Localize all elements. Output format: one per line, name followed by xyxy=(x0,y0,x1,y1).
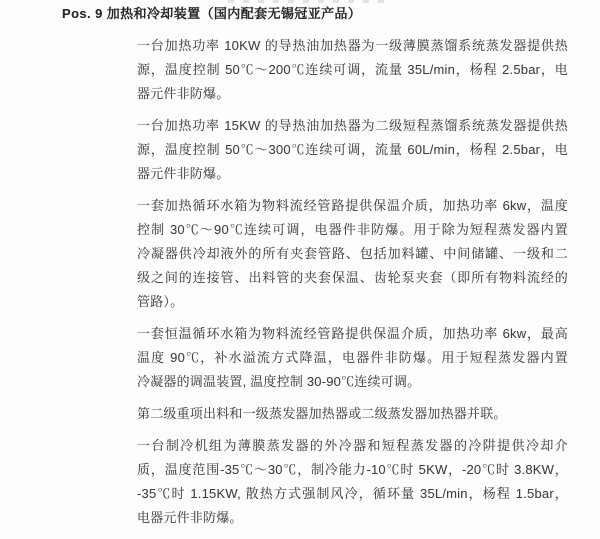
text-line: 一台加热功率 10KW 的导热油加热器为一级薄膜蒸馏系统蒸发器提供热 xyxy=(137,38,568,53)
spec-paragraph xyxy=(137,114,568,186)
text-line: 一台制冷机组为薄膜蒸发器的外冷器和短程蒸发器的冷阱提供冷却介 xyxy=(137,438,568,453)
text-line: 温度 90℃，补水溢流方式降温，电器件非防爆。用于短程蒸发器内置 xyxy=(137,350,568,365)
text-line: 一套恒温循环水箱为物料流经管路提供保温介质，加热功率 6kw，最高 xyxy=(137,326,568,341)
text-line: 一台加热功率 15KW 的导热油加热器为二级短程蒸馏系统蒸发器提供热 xyxy=(137,118,568,133)
text-line: 冷凝器的调温装置, 温度控制 30-90℃连续可调。 xyxy=(137,374,421,389)
text-line: 一套加热循环水箱为物料流经管路提供保温介质，加热功率 6kw，温度 xyxy=(137,198,568,213)
spec-paragraphs xyxy=(137,34,568,530)
spec-paragraph xyxy=(137,34,568,106)
text-line: 管路）。 xyxy=(137,294,184,309)
text-line: 冷凝器供冷却液外的所有夹套管路、包括加料罐、中间储罐、一级和二 xyxy=(137,246,568,261)
text-line: 控制 30℃～90℃连续可调，电器件非防爆。用于除为短程蒸发器内置 xyxy=(137,222,568,237)
spec-paragraph xyxy=(137,434,568,530)
text-line: 源，温度控制 50℃～200℃连续可调，流量 35L/min，杨程 2.5bar，电 xyxy=(137,62,568,77)
cropped-line-artifact xyxy=(228,0,393,3)
text-line: 电器元件非防爆。 xyxy=(137,510,243,525)
text-line: 第二级重项出料和一级蒸发器加热器或二级蒸发器加热器并联。 xyxy=(137,406,507,421)
text-line: 器元件非防爆。 xyxy=(137,166,230,181)
text-line: -35℃时 1.15KW, 散热方式强制风冷，循环量 35L/min，杨程 1.5bar， xyxy=(137,486,568,501)
section-heading: Pos. 9 加热和冷却装置（国内配套无锡冠亚产品） xyxy=(62,6,362,21)
spec-paragraph xyxy=(137,322,568,394)
text-line: 器元件非防爆。 xyxy=(137,86,230,101)
spec-paragraph xyxy=(137,402,568,426)
text-line: 质，温度范围-35℃～30℃，制冷能力-10℃时 5KW，-20℃时 3.8KW， xyxy=(137,462,568,477)
text-line: 级之间的连接管、出料管的夹套保温、齿轮泵夹套（即所有物料流经的 xyxy=(137,270,568,285)
spec-paragraph xyxy=(137,194,568,314)
text-line: 源，温度控制 50℃～300℃连续可调，流量 60L/min，杨程 2.5bar，电 xyxy=(137,142,568,157)
